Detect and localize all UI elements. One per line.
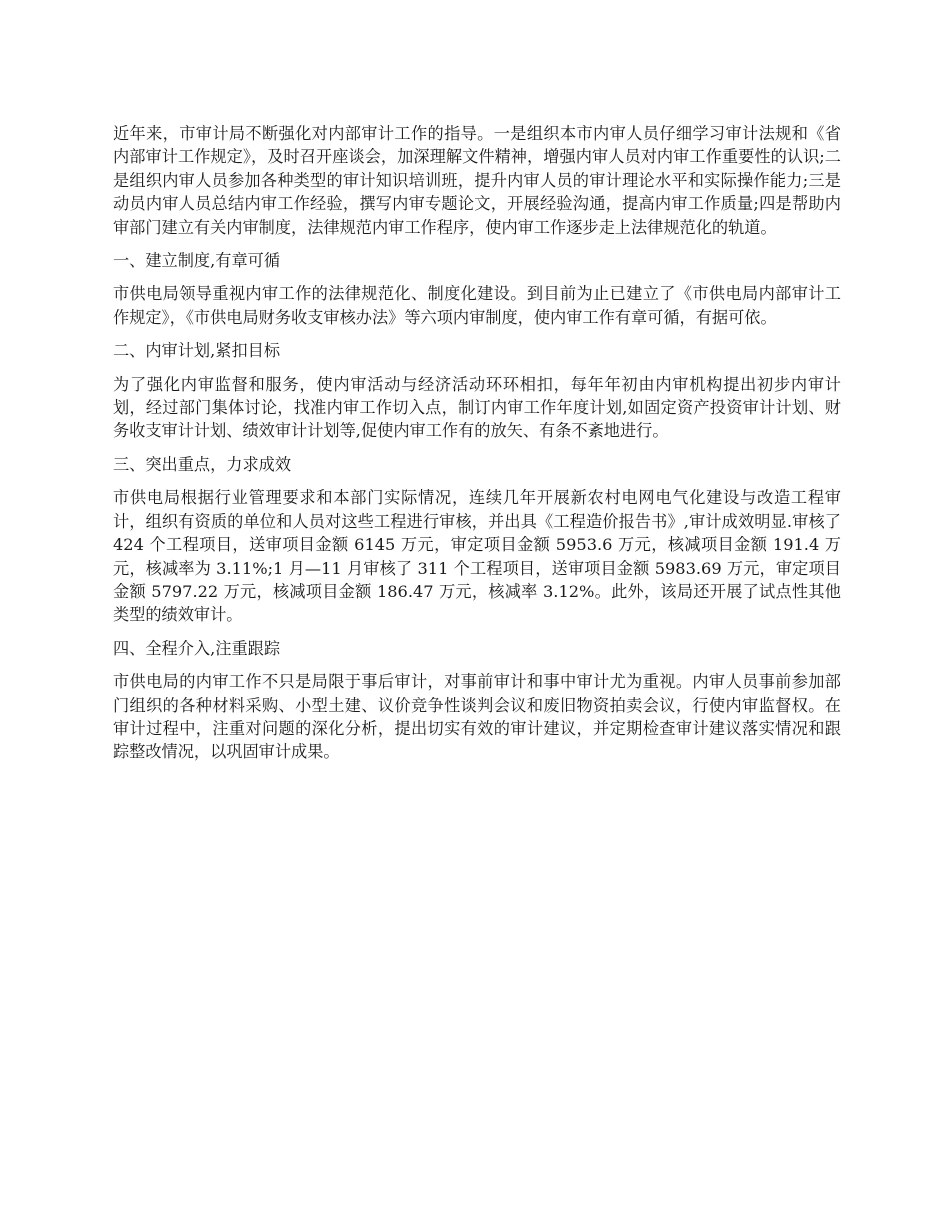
section-heading: 一、建立制度,有章可循: [113, 251, 281, 271]
section-paragraph: 市供电局领导重视内审工作的法律规范化、制度化建设。到目前为止已建立了《市供电局内部审计工作规定》，《市供电局财务收支审核办法》等六项内审制度，使内审工作有章可循，有据可依。: [113, 284, 841, 327]
section-heading: 二、内审计划,紧扣目标: [113, 341, 281, 361]
document-body: [113, 122, 841, 774]
section-paragraph: 为了强化内审监督和服务，使内审活动与经济活动环环相扣，每年年初由内审机构提出初步内审计划，经过部门集体讨论，找准内审工作切入点，制订内审工作年度计划,如固定资产投资审计计划、财务收支审计计划、绩效审计计划等,促使内审工作有的放矢、有条不紊地进行。: [113, 374, 841, 441]
section-heading: 四、全程介入,注重跟踪: [113, 638, 281, 658]
section-heading: 三、突出重点，力求成效: [113, 454, 292, 474]
section-paragraph: 市供电局的内审工作不只是局限于事后审计，对事前审计和事中审计尤为重视。内审人员事前参加部门组织的各种材料采购、小型土建、议价竞争性谈判会议和废旧物资拍卖会议，行使内审监督权。在审计过程中，注重对问题的深化分析，提出切实有效的审计建议，并定期检查审计建议落实情况和跟踪整改情况，以巩固审计成果。: [113, 672, 841, 762]
intro-paragraph: 近年来，市审计局不断强化对内部审计工作的指导。一是组织本市内审人员仔细学习审计法规和《省内部审计工作规定》，及时召开座谈会，加深理解文件精神，增强内审人员对内审工作重要性的认识;二是组织内审人员参加各种类型的审计知识培训班，提升内审人员的审计理论水平和实际操作能力;三是动员内审人员总结内审工作经验，撰写内审专题论文，开展经验沟通，提高内审工作质量;四是帮助内审部门建立有关内审制度，法律规范内审工作程序，使内审工作逐步走上法律规范化的轨道。: [113, 124, 841, 237]
section-paragraph: 市供电局根据行业管理要求和本部门实际情况，连续几年开展新农村电网电气化建设与改造工程审计，组织有资质的单位和人员对这些工程进行审核，并出具《工程造价报告书》,审计成效明显.审核了 424 个工程项目，送审项目金额 6145 万元，审定项目金额 5953.6 万元，核减项目金额 191.4 万元，核减率为 3.11%;1 月—11 月审核了 311 个工程项目，送审项目金额 5983.69 万元，审定项目金额 5797.22 万元，核减项目金额 186.47 万元，核减率 3.12%。此外，该局还开展了试点性其他类型的绩效审计。: [113, 488, 841, 625]
